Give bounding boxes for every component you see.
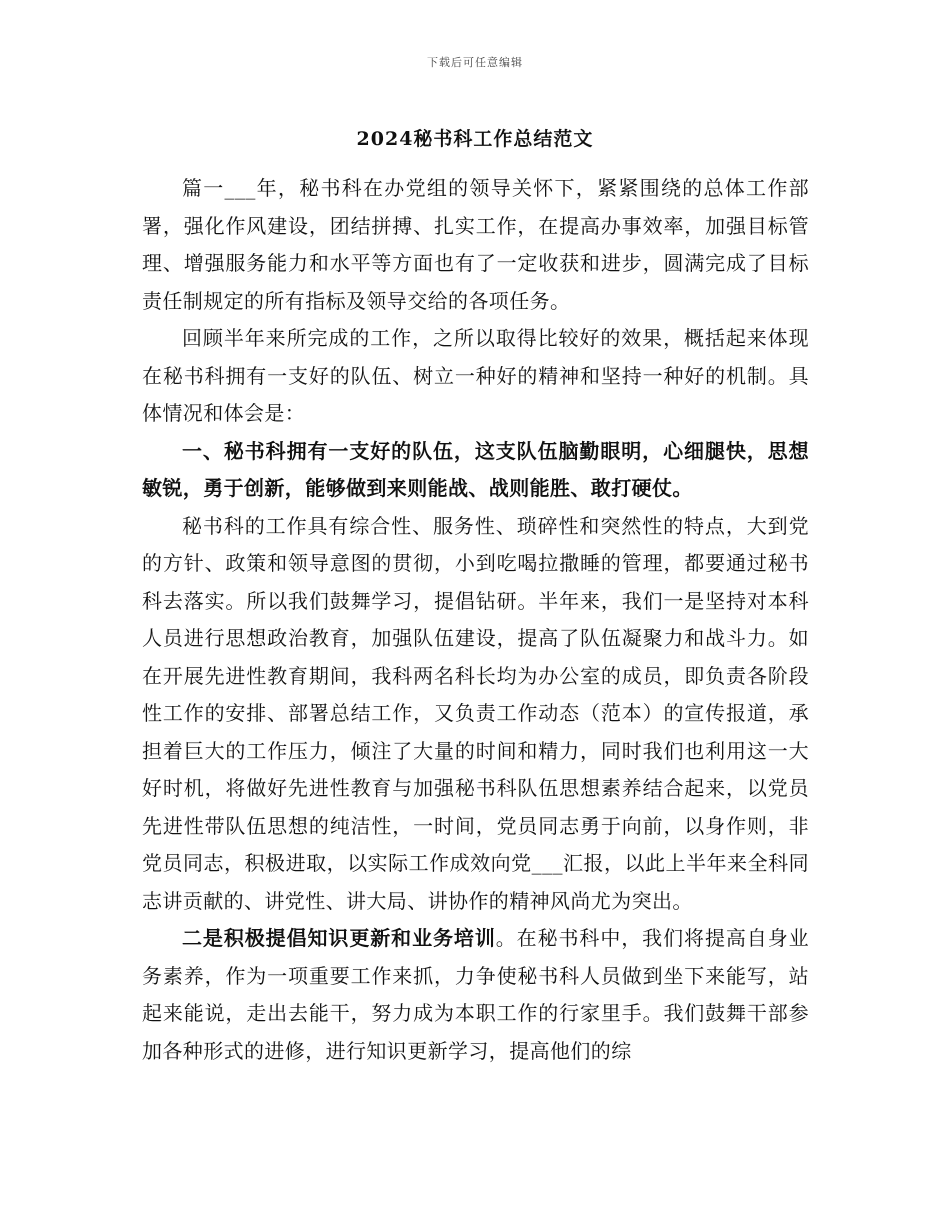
document-body: [142, 170, 809, 1070]
paragraph-training: [142, 920, 809, 1070]
paragraph-intro: 篇一___年，秘书科在办党组的领导关怀下，紧紧围绕的总体工作部署，强化作风建设，团结拼搏、扎实工作，在提高办事效率，加强目标管理、增强服务能力和水平等方面也有了一定收获和进步，圆满完成了目标责任制规定的所有指标及领导交给的各项任务。: [142, 176, 809, 313]
paragraph-training-lead: 二是积极提倡知识更新和业务培训: [182, 926, 496, 950]
header-note: 下载后可任意编辑: [427, 56, 523, 69]
paragraph-training-text: 。在秘书科中，我们将提高自身业务素养，作为一项重要工作来抓，力争使秘书科人员做到坐下来能写，站起来能说，走出去能干，努力成为本职工作的行家里手。我们鼓舞干部参加各种形式的进修，进行知识更新学习，提高他们的综: [142, 926, 810, 1063]
paragraph-team-detail: 秘书科的工作具有综合性、服务性、琐碎性和突然性的特点，大到党的方针、政策和领导意图的贯彻，小到吃喝拉撒睡的管理，都要通过秘书科去落实。所以我们鼓舞学习，提倡钻研。半年来，我们一是坚持对本科人员进行思想政治教育，加强队伍建设，提高了队伍凝聚力和战斗力。如在开展先进性教育期间，我科两名科长均为办公室的成员，即负责各阶段性工作的安排、部署总结工作，又负责工作动态（范本）的宣传报道，承担着巨大的工作压力，倾注了大量的时间和精力，同时我们也利用这一大好时机，将做好先进性教育与加强秘书科队伍思想素养结合起来，以党员先进性带队伍思想的纯洁性，一时间，党员同志勇于向前，以身作则，非党员同志，积极进取，以实际工作成效向党___汇报，以此上半年来全科同志讲贡献的、讲党性、讲大局、讲协作的精神风尚尤为突出。: [142, 513, 809, 913]
section-heading-team: 一、秘书科拥有一支好的队伍，这支队伍脑勤眼明，心细腿快，思想敏锐，勇于创新，能够做到来则能战、战则能胜、敢打硬仗。: [142, 438, 809, 500]
document-title: 2024秘书科工作总结范文: [356, 128, 594, 150]
paragraph-review: 回顾半年来所完成的工作，之所以取得比较好的效果，概括起来体现在秘书科拥有一支好的队伍、树立一种好的精神和坚持一种好的机制。具体情况和体会是：: [142, 326, 809, 425]
